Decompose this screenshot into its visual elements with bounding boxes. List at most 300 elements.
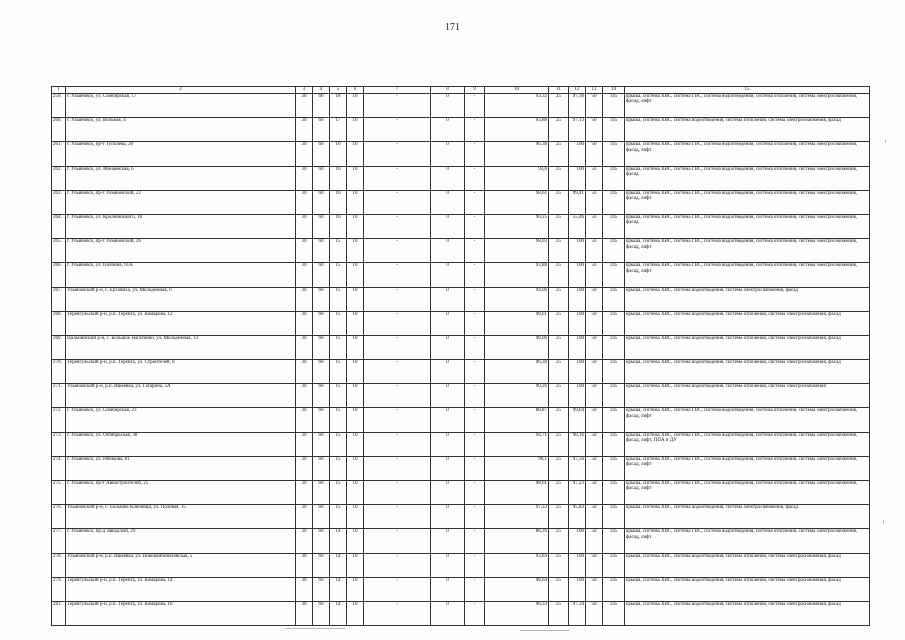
table-row [52,505,870,529]
row-number: 260. [52,118,66,142]
table-row [52,94,870,118]
value-cell: 60 [313,408,330,432]
value-cell: 97,13 [569,118,586,142]
value-cell: - [465,214,485,238]
table-row [52,214,870,238]
value-cell: 145 [603,384,625,408]
value-cell: 50 [586,456,603,480]
value-cell: 98,61 [485,481,549,505]
value-cell: 50 [586,311,603,335]
address-cell: Теренгульский р-н, р.п. Теренга, ул. Комарова, 14 [66,577,296,601]
value-cell: 145 [603,529,625,553]
buildings-table [51,86,870,626]
value-cell: - [465,360,485,384]
value-cell: 10 [347,529,364,553]
works-list-cell: крыша, система ХВС, система ГВС, система водоотведения, система отопления, система электроснабжения, фасад, лифт [625,263,870,287]
table-row [52,360,870,384]
value-cell: 0 [431,239,465,263]
value-cell: 60 [313,529,330,553]
value-cell: 30 [296,529,313,553]
value-cell: - [465,432,485,456]
row-number: 274. [52,456,66,480]
works-list-cell: крыша, система ХВС, система ГВС, система водоотведения, система отопления, система электроснабжения, фасад [625,214,870,238]
address-cell: Ульяновский р-н, с. Большие Ключищи, ул. Полевая, 15 [66,505,296,529]
value-cell: 10 [347,408,364,432]
row-number: 264. [52,214,66,238]
value-cell: 25 [549,456,569,480]
value-cell: 60 [313,239,330,263]
value-cell: 50 [586,505,603,529]
value-cell: 93,84 [485,553,549,577]
row-number: 271. [52,384,66,408]
value-cell: 50 [586,214,603,238]
value-cell: 25 [549,239,569,263]
value-cell: 25 [549,335,569,359]
value-cell: 30 [296,505,313,529]
value-cell: 10 [347,142,364,166]
value-cell: 0 [431,142,465,166]
value-cell: 50 [586,94,603,118]
value-cell: 25 [549,529,569,553]
value-cell: 0 [431,360,465,384]
value-cell: 60 [313,577,330,601]
value-cell: 98,61 [485,190,549,214]
scan-artifact [285,628,345,629]
value-cell: 50 [586,529,603,553]
value-cell: 25 [549,384,569,408]
value-cell: 30 [296,408,313,432]
works-list-cell: крыша, система ХВС, система ГВС, система водоотведения, система отопления, система электроснабжения, фасад, лифт [625,94,870,118]
table-row [52,577,870,601]
value-cell: 100 [569,142,586,166]
value-cell: 15 [330,360,347,384]
value-cell: 15 [330,505,347,529]
value-cell: 98,06 [485,335,549,359]
value-cell: 0 [431,577,465,601]
value-cell: 60 [313,505,330,529]
value-cell: 145 [603,287,625,311]
address-cell: г. Ульяновск, пр-т Авиастроителей, 25 [66,481,296,505]
value-cell: 97,34 [569,601,586,625]
address-cell: Ульяновский р-н, с. Ертаниха, ул. Молодёжная, 6 [66,287,296,311]
value-cell: 0 [431,166,465,190]
works-list-cell: крыша, система ХВС, система водоотведения, система отопления, система электроснабжения, фасад [625,335,870,359]
value-cell: 100 [569,263,586,287]
value-cell: 25 [549,142,569,166]
value-cell: 60 [313,432,330,456]
value-cell: 30 [296,142,313,166]
row-number: 277. [52,529,66,553]
value-cell: 60 [313,384,330,408]
value-cell: 94,06 [485,287,549,311]
value-cell: 145 [603,142,625,166]
row-number: 267. [52,287,66,311]
row-number: 273. [52,432,66,456]
value-cell: 30 [296,94,313,118]
row-number: 272. [52,408,66,432]
value-cell: 0 [431,311,465,335]
value-cell: 50 [586,408,603,432]
value-cell: 30 [296,214,313,238]
table-row [52,481,870,505]
row-number: 263. [52,190,66,214]
value-cell: 50 [586,553,603,577]
address-cell: г. Ульяновск, ул. Минаевская, 6 [66,166,296,190]
value-cell: 145 [603,553,625,577]
value-cell: 25 [549,190,569,214]
value-cell: - [364,118,431,142]
value-cell: 15 [330,287,347,311]
value-cell: - [465,142,485,166]
value-cell: 50 [586,601,603,625]
value-cell: - [364,456,431,480]
value-cell: - [364,529,431,553]
value-cell: 98,33 [485,601,549,625]
value-cell: - [364,384,431,408]
value-cell: - [364,239,431,263]
value-cell: 10 [347,481,364,505]
value-cell: - [364,166,431,190]
value-cell: - [465,553,485,577]
value-cell: 60 [313,601,330,625]
header-cell: 11 [549,87,569,94]
value-cell: 145 [603,601,625,625]
value-cell: 99,41 [569,190,586,214]
value-cell: 25 [549,287,569,311]
row-number: 281. [52,601,66,625]
value-cell: 30 [296,166,313,190]
value-cell: 96,1 [485,456,549,480]
address-cell: г. Ульяновск, пр-т Ульяновский, 22 [66,190,296,214]
value-cell: - [465,94,485,118]
value-cell: 145 [603,166,625,190]
table-row [52,408,870,432]
value-cell: - [364,577,431,601]
value-cell: 0 [431,190,465,214]
value-cell: 25 [549,553,569,577]
value-cell: 60 [313,456,330,480]
value-cell: 0 [431,408,465,432]
value-cell: 0 [431,529,465,553]
value-cell: 0 [431,335,465,359]
value-cell: 145 [603,190,625,214]
value-cell: - [465,577,485,601]
row-number: 268. [52,311,66,335]
value-cell: 0 [431,263,465,287]
address-cell: г. Ульяновск, пр-т Ульяновский, 26 [66,239,296,263]
header-cell: 15 [625,87,870,94]
value-cell: 145 [603,335,625,359]
value-cell: 16 [330,166,347,190]
row-number: 275. [52,481,66,505]
value-cell: - [465,505,485,529]
header-cell: 1 [52,87,66,94]
value-cell: 10 [347,190,364,214]
value-cell: 60 [313,190,330,214]
value-cell: 100 [569,577,586,601]
value-cell: 30 [296,335,313,359]
row-number: 266. [52,263,66,287]
value-cell: 93,88 [485,118,549,142]
value-cell: 0 [431,94,465,118]
address-cell: г. Ульяновск, ул. Симбирская, 23 [66,408,296,432]
works-list-cell: крыша, система ХВС, система ГВС, система водоотведения, система отопления, система электроснабжения, фасад, лифт [625,408,870,432]
value-cell: 0 [431,432,465,456]
value-cell: 145 [603,118,625,142]
value-cell: 15 [330,432,347,456]
table-row [52,456,870,480]
value-cell: 60 [313,287,330,311]
value-cell: 10 [347,601,364,625]
value-cell: 60 [313,311,330,335]
table-row [52,263,870,287]
table-row [52,553,870,577]
row-number: 259. [52,94,66,118]
value-cell: - [364,94,431,118]
value-cell: 97,22 [485,505,549,529]
value-cell: - [465,239,485,263]
table-row [52,432,870,456]
value-cell: 145 [603,505,625,529]
table-row [52,142,870,166]
value-cell: 50 [586,432,603,456]
value-cell: - [465,408,485,432]
works-list-cell: крыша, система ХВС, система ГВС, система водоотведения, система отопления, система электроснабжения, фасад, лифт [625,142,870,166]
value-cell: - [364,287,431,311]
value-cell: 15 [330,239,347,263]
address-cell: Теренгульский р-н, р.п. Теренга, ул. Комарова, 12 [66,311,296,335]
value-cell: 10 [347,360,364,384]
value-cell: 15 [330,481,347,505]
address-cell: г. Ульяновск, ул. Симбирская, 17 [66,94,296,118]
value-cell: 10 [347,432,364,456]
value-cell: 25 [549,94,569,118]
address-cell: г. Ульяновск, ул. Кролюницкого, 18 [66,214,296,238]
value-cell: 100 [569,311,586,335]
value-cell: 99,64 [569,408,586,432]
value-cell: 0 [431,481,465,505]
value-cell: 10 [347,505,364,529]
value-cell: 30 [296,311,313,335]
row-number: 269. [52,335,66,359]
value-cell: 25 [549,577,569,601]
value-cell: 25 [549,432,569,456]
table-body [52,87,870,626]
value-cell: 100 [569,553,586,577]
value-cell: 145 [603,360,625,384]
value-cell: 16 [330,214,347,238]
header-row [52,87,870,94]
value-cell: - [465,311,485,335]
address-cell: Ульяновский р-н, р.п. Ишеевка, ул. Гагарина, 5А [66,384,296,408]
value-cell: 100 [569,287,586,311]
works-list-cell: крыша, система ХВС, система водоотведения, система электроснабжения, фасад [625,505,870,529]
value-cell: 97,36 [569,94,586,118]
value-cell: 25 [549,408,569,432]
value-cell: 10 [347,553,364,577]
works-list-cell: крыша, система ХВС, система ГВС, система водоотведения, система отопления, система электроснабжения, фасад, лифт [625,190,870,214]
header-cell: 14 [603,87,625,94]
value-cell: 60 [313,166,330,190]
value-cell: 10 [347,166,364,190]
table-row [52,118,870,142]
value-cell: 0 [431,553,465,577]
value-cell: 96,38 [485,142,549,166]
scan-artifact [520,630,570,631]
value-cell: 10 [347,94,364,118]
value-cell: 100 [569,166,586,190]
value-cell: - [364,408,431,432]
row-number: 262. [52,166,66,190]
value-cell: - [364,263,431,287]
value-cell: 145 [603,432,625,456]
value-cell: 25 [549,601,569,625]
value-cell: - [465,166,485,190]
value-cell: 16 [330,190,347,214]
header-cell: 12 [569,87,586,94]
scan-artifact [885,140,886,143]
value-cell: - [465,335,485,359]
value-cell: 0 [431,505,465,529]
address-cell: г. Ульяновск, пр-д Заводской, 29 [66,529,296,553]
value-cell: 10 [347,577,364,601]
works-list-cell: крыша, система ХВС, система ГВС, система водоотведения, система отопления, система электроснабжения, фасад, лифт [625,456,870,480]
value-cell: 100 [569,384,586,408]
header-cell: 10 [485,87,549,94]
header-cell: 3 [296,87,313,94]
value-cell: 50 [586,239,603,263]
value-cell: 88,87 [485,408,549,432]
value-cell: 100 [569,529,586,553]
address-cell: Ульяновский р-н, р.п. Ишеевка, ул. Новокомбинатовская, 5 [66,553,296,577]
value-cell: 97,56 [569,456,586,480]
value-cell: 25 [549,481,569,505]
value-cell: - [364,432,431,456]
row-number: 278. [52,553,66,577]
value-cell: 95,83 [569,505,586,529]
header-cell: 13 [586,87,603,94]
table-row [52,166,870,190]
value-cell: 10 [347,239,364,263]
value-cell: 0 [431,214,465,238]
value-cell: 10 [347,335,364,359]
address-cell: г. Ульяновск, ул. Полбина, 61А [66,263,296,287]
value-cell: 30 [296,190,313,214]
value-cell: 0 [431,601,465,625]
address-cell: г. Ульяновск, пр-т Туполева, 20 [66,142,296,166]
value-cell: 50 [586,481,603,505]
value-cell: 0 [431,287,465,311]
value-cell: 50 [586,287,603,311]
value-cell: 30 [296,456,313,480]
value-cell: - [465,481,485,505]
works-list-cell: крыша, система ХВС, система ГВС, система водоотведения, система отопления, система электроснабжения, фасад, лифт [625,239,870,263]
value-cell: - [465,287,485,311]
value-cell: 98,61 [485,311,549,335]
value-cell: 14 [330,553,347,577]
value-cell: 55,46 [569,214,586,238]
value-cell: 30 [296,360,313,384]
works-list-cell: крыша, система ХВС, система водоотведения, система отопления, система электроснабжения, фасад [625,601,870,625]
value-cell: - [364,190,431,214]
value-cell: 25 [549,263,569,287]
value-cell: 93,32 [485,94,549,118]
value-cell: 145 [603,577,625,601]
value-cell: 30 [296,601,313,625]
value-cell: 30 [296,553,313,577]
value-cell: 25 [549,118,569,142]
value-cell: 30 [296,263,313,287]
value-cell: 10 [347,287,364,311]
table-row [52,335,870,359]
value-cell: - [364,505,431,529]
value-cell: 30 [296,481,313,505]
value-cell: 60 [313,214,330,238]
table-row [52,287,870,311]
works-list-cell: крыша, система ХВС, система водоотведения, система отопления, система электроснабжения, фасад [625,311,870,335]
value-cell: - [364,481,431,505]
value-cell: - [465,263,485,287]
address-cell: г. Ульяновск, ул. Рябикова, 81 [66,456,296,480]
value-cell: 25 [549,311,569,335]
header-cell: 6 [347,87,364,94]
value-cell: 50 [586,166,603,190]
value-cell: 10 [347,456,364,480]
table-row [52,529,870,553]
value-cell: - [364,311,431,335]
value-cell: 30 [296,577,313,601]
value-cell: 60 [313,118,330,142]
works-list-cell: крыша, система ХВС, система водоотведения, система отопления, система электроснабжения, фасад [625,118,870,142]
value-cell: 25 [549,360,569,384]
value-cell: 98,64 [485,577,549,601]
value-cell: 100 [569,239,586,263]
value-cell: - [465,190,485,214]
value-cell: 15 [330,408,347,432]
value-cell: - [364,553,431,577]
value-cell: 145 [603,214,625,238]
value-cell: 50 [586,577,603,601]
value-cell: 60 [313,335,330,359]
works-list-cell: крыша, система ХВС, система водоотведения, система отопления, система электроснабжения [625,384,870,408]
value-cell: 10 [347,118,364,142]
row-number: 276. [52,505,66,529]
value-cell: 145 [603,311,625,335]
value-cell: 60 [313,553,330,577]
value-cell: 10 [347,263,364,287]
value-cell: 14 [330,601,347,625]
value-cell: 60 [313,94,330,118]
header-cell: 5 [330,87,347,94]
scan-artifact [883,520,884,524]
value-cell: 100 [569,335,586,359]
value-cell: 30 [296,432,313,456]
value-cell: 94,71 [485,432,549,456]
value-cell: 97,23 [569,481,586,505]
value-cell: 50 [586,384,603,408]
table-row [52,311,870,335]
works-list-cell: крыша, система ХВС, система ГВС, система водоотведения, система отопления, система электроснабжения, фасад, лифт [625,529,870,553]
value-cell: 15 [330,263,347,287]
value-cell: 25 [549,166,569,190]
value-cell: - [364,214,431,238]
value-cell: 0 [431,456,465,480]
value-cell: 50 [586,118,603,142]
value-cell: 50 [586,335,603,359]
value-cell: 14 [330,529,347,553]
row-number: 265. [52,239,66,263]
works-list-cell: крыша, система ХВС, система водоотведения, система отопления, система электроснабжения, фасад [625,577,870,601]
